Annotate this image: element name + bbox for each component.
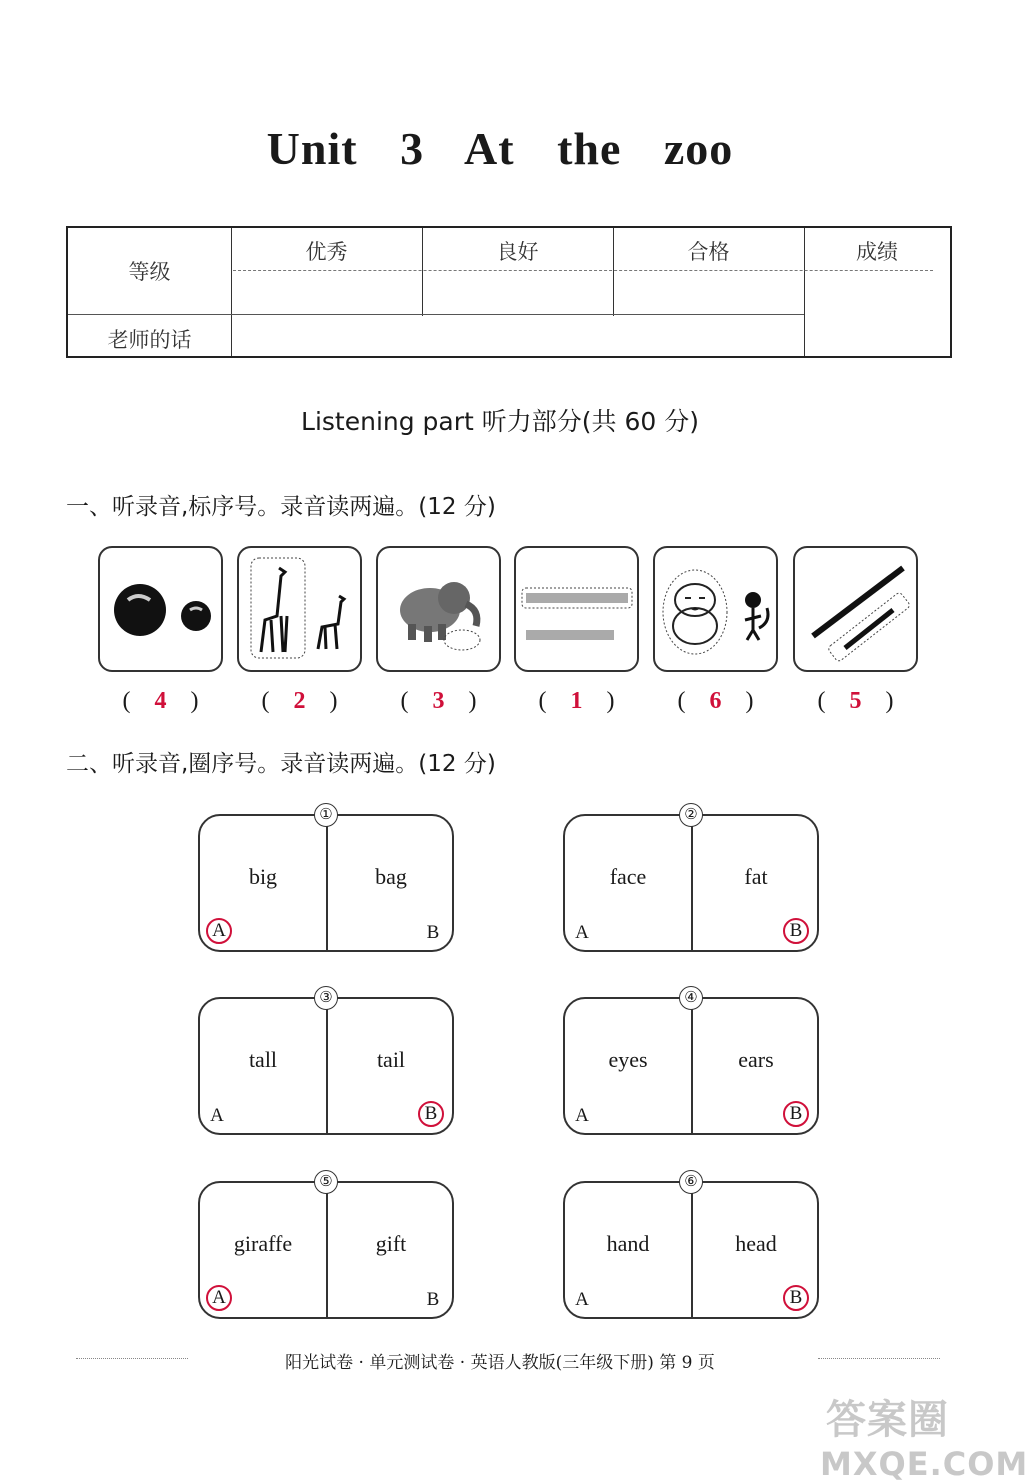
option-label-a[interactable]: A	[575, 1289, 589, 1310]
option-label-b[interactable]: B	[783, 1101, 809, 1127]
grade-label: 等级	[128, 260, 171, 284]
elephant-icon	[376, 546, 501, 672]
word-card-4	[563, 990, 819, 1135]
answer-3: ( 3 )	[400, 688, 477, 714]
cat-monkey-icon	[653, 546, 778, 672]
option-label-a[interactable]: A	[206, 1285, 232, 1311]
word-option-b[interactable]: fat	[744, 864, 768, 889]
word-option-a[interactable]: tall	[248, 1047, 278, 1072]
word-option-b[interactable]: ears	[738, 1047, 774, 1072]
answer-2: ( 2 )	[261, 688, 338, 714]
section2-title: 二、听录音,圈序号。录音读两遍。(12 分)	[66, 751, 496, 777]
word-option-b[interactable]: gift	[375, 1231, 407, 1256]
option-label-b[interactable]: B	[426, 922, 440, 943]
page-title: Unit 3 At the zoo	[266, 123, 734, 174]
card-number: ①	[314, 803, 338, 827]
answer-5: ( 6 )	[677, 688, 754, 714]
word-option-a[interactable]: giraffe	[233, 1231, 293, 1256]
word-card-6	[563, 1174, 819, 1319]
option-label-b[interactable]: B	[783, 918, 809, 944]
word-option-b[interactable]: tail	[376, 1047, 406, 1072]
word-option-b[interactable]: head	[735, 1231, 777, 1256]
option-label-a[interactable]: A	[575, 922, 589, 943]
grade-excellent: 优秀	[305, 240, 348, 264]
card-number: ⑥	[679, 1170, 703, 1194]
card-number: ④	[679, 986, 703, 1010]
option-label-a[interactable]: A	[575, 1105, 589, 1126]
section1-title: 一、听录音,标序号。录音读两遍。(12 分)	[66, 494, 496, 520]
giraffes-icon	[237, 546, 362, 672]
word-card-2	[563, 807, 819, 952]
grade-pass: 合格	[687, 240, 730, 264]
word-card-3	[198, 990, 454, 1135]
rulers-icon	[514, 546, 639, 672]
word-option-a[interactable]: hand	[606, 1231, 650, 1256]
option-label-a[interactable]: A	[210, 1105, 224, 1126]
option-label-b[interactable]: B	[426, 1289, 440, 1310]
big-small-circles-icon	[98, 546, 223, 672]
word-card-5	[198, 1174, 454, 1319]
word-option-a[interactable]: face	[609, 864, 647, 889]
answer-4: ( 1 )	[538, 688, 615, 714]
option-label-b[interactable]: B	[418, 1101, 444, 1127]
option-label-a[interactable]: A	[206, 918, 232, 944]
word-option-a[interactable]: big	[248, 864, 278, 889]
grade-good: 良好	[496, 240, 539, 264]
watermark-logo: 答案圈 MXQE.COM	[820, 1397, 1028, 1483]
word-option-b[interactable]: bag	[375, 864, 407, 889]
answer-6: ( 5 )	[817, 688, 894, 714]
score-label: 成绩	[856, 240, 898, 264]
page-footer: 阳光试卷 · 单元测试卷 · 英语人教版(三年级下册) 第 9 页	[285, 1353, 715, 1373]
teacher-comment-label: 老师的话	[107, 328, 192, 352]
word-card-1	[198, 807, 454, 952]
word-option-a[interactable]: eyes	[608, 1047, 648, 1072]
card-number: ⑤	[314, 1170, 338, 1194]
listening-header: Listening part 听力部分(共 60 分)	[301, 407, 699, 436]
card-number: ②	[679, 803, 703, 827]
option-label-b[interactable]: B	[783, 1285, 809, 1311]
pencils-icon	[793, 546, 918, 672]
card-number: ③	[314, 986, 338, 1010]
answer-1: ( 4 )	[122, 688, 199, 714]
grade-table	[66, 226, 952, 358]
